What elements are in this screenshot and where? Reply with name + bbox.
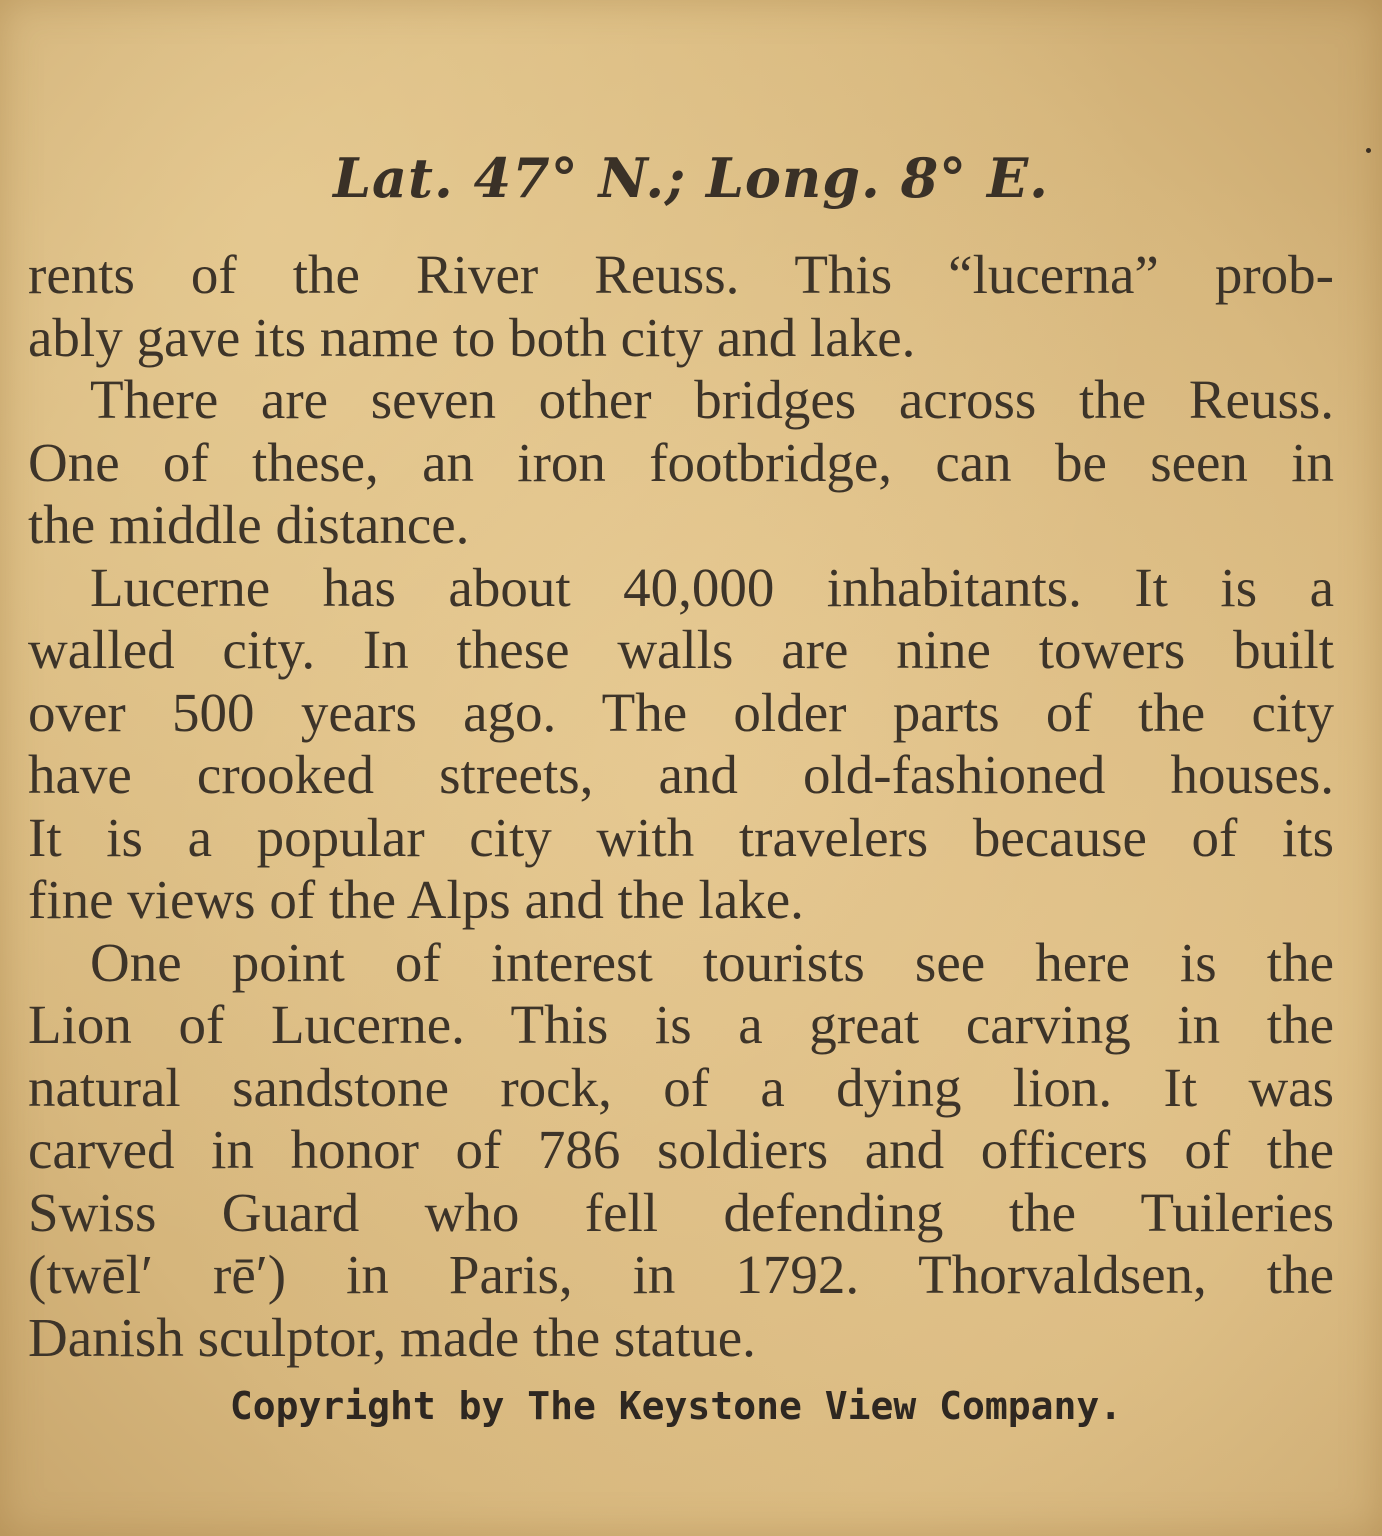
copyright-line: Copyright by The Keystone View Company. xyxy=(229,1384,1123,1428)
text-line: It is a popular city with travelers because of its xyxy=(28,806,1334,868)
text-line: rents of the River Reuss. This “lucerna” prob- xyxy=(28,244,1334,305)
text-line: Danish sculptor, made the statue. xyxy=(28,1306,756,1368)
coordinates-heading: Lat. 47° N.; Long. 8° E. xyxy=(333,146,1049,210)
text-line: over 500 years ago. The older parts of the city xyxy=(28,681,1334,743)
text-line: the middle distance. xyxy=(28,494,470,555)
text-line: ably gave its name to both city and lake. xyxy=(28,306,916,368)
text-line: Swiss Guard who fell defending the Tuileries xyxy=(28,1181,1334,1243)
text-line: Lion of Lucerne. This is a great carving in the xyxy=(28,994,1334,1055)
text-line: Lucerne has about 40,000 inhabitants. It is a xyxy=(90,556,1334,618)
text-line: (twēl′ rē′) in Paris, in 1792. Thorvaldsen, the xyxy=(28,1244,1334,1305)
text-line: natural sandstone rock, of a dying lion. It was xyxy=(28,1056,1334,1118)
text-line: One of these, an iron footbridge, can be seen in xyxy=(28,431,1334,493)
ink-speck xyxy=(1366,148,1371,153)
text-line: have crooked streets, and old-fashioned houses. xyxy=(28,744,1334,805)
text-line: walled city. In these walls are nine towers built xyxy=(28,619,1334,680)
text-line: carved in honor of 786 soldiers and officers of the xyxy=(28,1119,1334,1180)
text-line: There are seven other bridges across the Reuss. xyxy=(90,369,1334,430)
description-text xyxy=(28,244,1334,1369)
text-line: fine views of the Alps and the lake. xyxy=(28,869,804,930)
text-line: One point of interest tourists see here is the xyxy=(90,931,1334,993)
